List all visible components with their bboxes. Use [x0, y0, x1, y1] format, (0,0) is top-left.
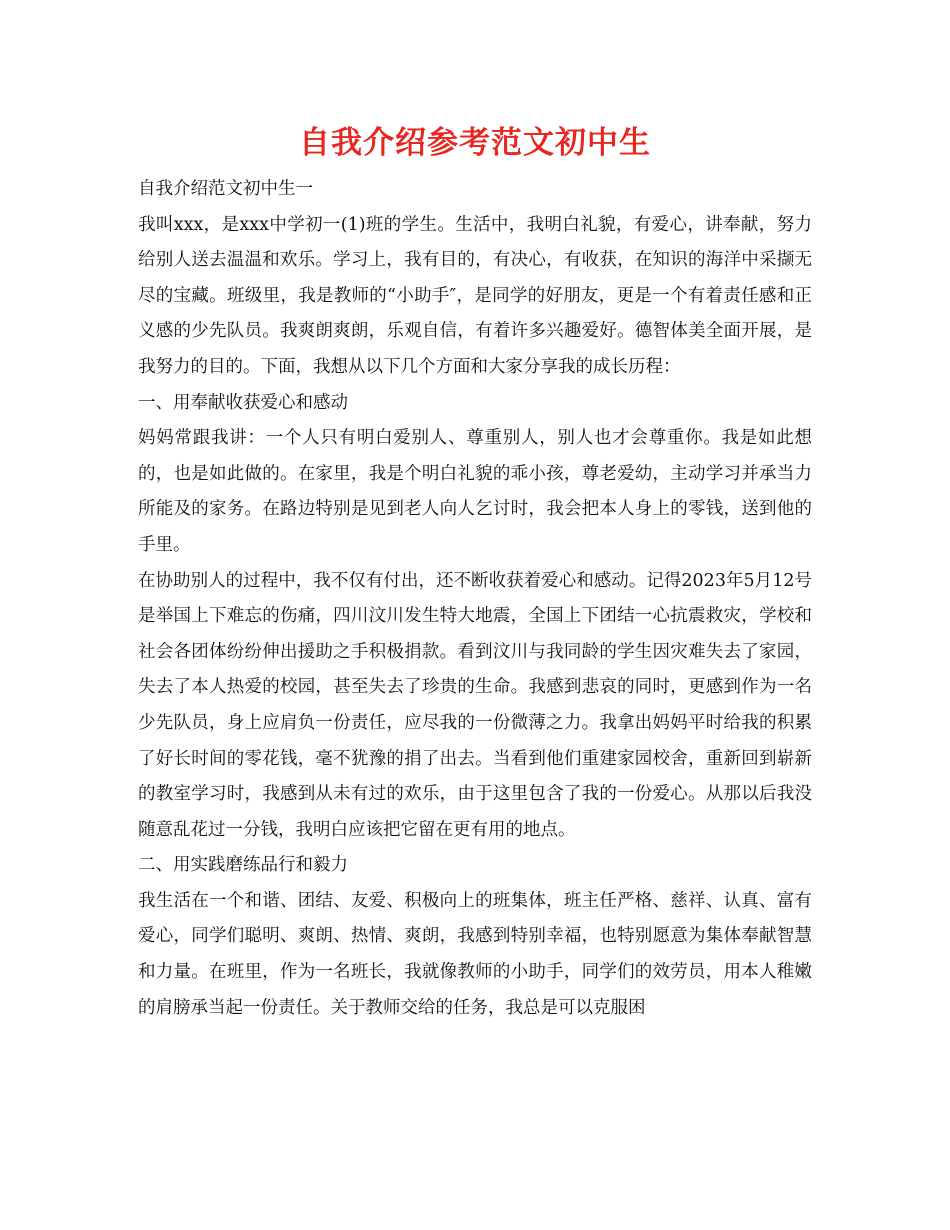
section-subtitle: 自我介绍范文初中生一 [138, 179, 313, 199]
body-paragraph: 在协助别人的过程中，我不仅有付出，还不断收获着爱心和感动。记得2023年5月12号是举国上下难忘的伤痛，四川汶川发生特大地震，全国上下团结一心抗震救灾，学校和社会各团体纷纷伸出援助之手积极捐款。看到汶川与我同龄的学生因灾难失去了家园，失去了本人热爱的校园，甚至失去了珍贵的生命。我感到悲哀的同时，更感到作为一名少先队员，身上应肩负一份责任，应尽我的一份微薄之力。我拿出妈妈平时给我的积累了好长时间的零花钱，毫不犹豫的捐了出去。当看到他们重建家园校舍，重新回到崭新的教室学习时，我感到从未有过的欢乐，由于这里包含了我的一份爱心。从那以后我没随意乱花过一分钱，我明白应该把它留在更有用的地点。 [138, 570, 812, 840]
section-heading: 一、用奉献收获爱心和感动 [138, 392, 348, 413]
body-paragraph: 我叫xxx，是xxx中学初一(1)班的学生。生活中，我明白礼貌，有爱心，讲奉献，努力给别人送去温温和欢乐。学习上，我有目的，有决心，有收获，在知识的海洋中采撷无尽的宝藏。班级里，我是教师的“小助手″，是同学的好朋友，更是一个有着责任感和正义感的少先队员。我爽朗爽朗，乐观自信，有着许多兴趣爱好。德智体美全面开展，是我努力的目的。下面，我想从以下几个方面和大家分享我的成长历程： [138, 214, 812, 377]
body-paragraph: 妈妈常跟我讲：一个人只有明白爱别人、尊重别人，别人也才会尊重你。我是如此想的，也是如此做的。在家里，我是个明白礼貌的乖小孩，尊老爱幼，主动学习并承当力所能及的家务。在路边特别是见到老人向人乞讨时，我会把本人身上的零钱，送到他的手里。 [138, 428, 812, 555]
body-paragraph: 我生活在一个和谐、团结、友爱、积极向上的班集体，班主任严格、慈祥、认真、富有爱心，同学们聪明、爽朗、热情、爽朗，我感到特别幸福，也特别愿意为集体奉献智慧和力量。在班里，作为一名班长，我就像教师的小助手，同学们的效劳员，用本人稚嫩的肩膀承当起一份责任。关于教师交给的任务，我总是可以克服困 [138, 890, 812, 1018]
document-title: 自我介绍参考范文初中生 [299, 125, 651, 161]
section-heading: 二、用实践磨练品行和毅力 [138, 855, 348, 876]
